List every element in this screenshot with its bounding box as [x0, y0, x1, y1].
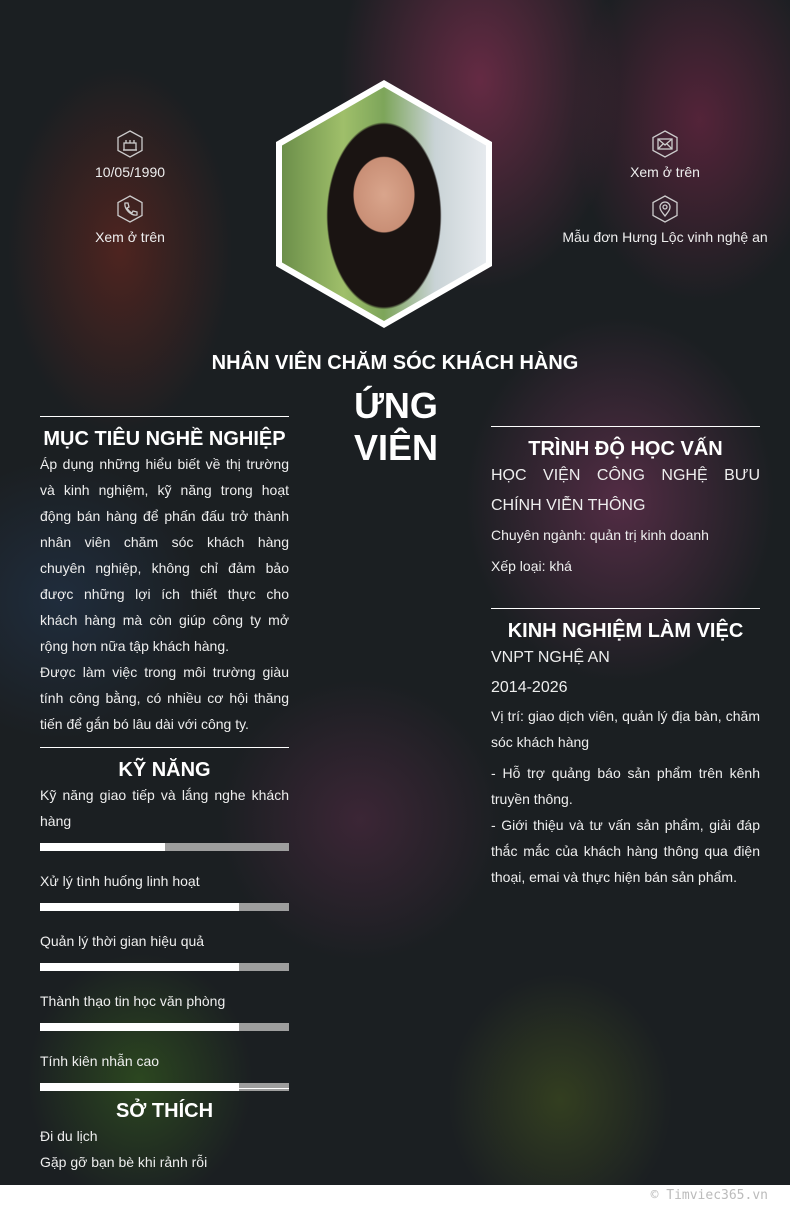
job-title: NHÂN VIÊN CHĂM SÓC KHÁCH HÀNG [211, 352, 579, 374]
skill-name: Quản lý thời gian hiệu quả [40, 933, 205, 949]
skill-item [40, 988, 289, 1031]
education-section [491, 426, 760, 579]
skill-bar-fill [40, 903, 239, 911]
phone: Xem ở trên [95, 229, 165, 245]
skill-name: Tính kiên nhẫn cao [40, 1053, 160, 1069]
hobby-item: Gặp gỡ bạn bè khi rảnh rỗi [40, 1154, 208, 1170]
duty-1: - Hỗ trợ quảng báo sản phẩm trên kênh truyền thông. [491, 765, 760, 807]
email: Xem ở trên [630, 164, 700, 180]
email-info [590, 130, 740, 180]
skill-bar [40, 903, 289, 911]
phone-info [60, 195, 200, 245]
avatar-frame [276, 80, 492, 328]
objective-section [40, 416, 289, 737]
objective-text-1: Áp dụng những hiểu biết về thị trường và kinh nghiệm, kỹ năng trong hoạt động bán hàng để phấn đấu trở thành nhân viên chăm sóc khách hàng chuyên nghiệp, không chỉ đảm bảo được những lợi ích thiết thực cho khách hàng mà còn giúp công ty mở rộng hơn nữa tập khách hàng. [40, 456, 289, 654]
education-title: TRÌNH ĐỘ HỌC VẤN [528, 438, 723, 460]
address: Mẫu đơn Hưng Lộc vinh nghệ an [562, 229, 768, 245]
objective-text-2: Được làm việc trong môi trường giàu tính công bằng, có nhiều cơ hội thăng tiến để gắn bó lâu dài với công ty. [40, 664, 289, 732]
school-name: HỌC VIỆN CÔNG NGHỆ BƯU CHÍNH VIỄN THÔNG [491, 467, 760, 514]
birthday-cake-icon [116, 130, 144, 158]
skill-item [40, 868, 289, 911]
major: Chuyên ngành: quản trị kinh doanh [491, 527, 709, 543]
skill-item [40, 1048, 289, 1091]
work-period: 2014-2026 [491, 679, 568, 696]
avatar [282, 87, 486, 321]
skill-bar [40, 843, 289, 851]
birthday: 10/05/1990 [94, 164, 166, 180]
skill-name: Kỹ năng giao tiếp và lắng nghe khách hàng [40, 787, 289, 829]
skill-bar [40, 1023, 289, 1031]
skills-title: KỸ NĂNG [118, 759, 211, 781]
skill-name: Xử lý tình huống linh hoạt [40, 873, 200, 889]
skill-bar-fill [40, 963, 239, 971]
candidate-name [340, 385, 452, 469]
hobbies-title: SỞ THÍCH [115, 1100, 214, 1122]
hobbies-section [40, 1088, 289, 1175]
birthday-info [60, 130, 200, 180]
phone-icon [116, 195, 144, 223]
skill-name: Thành thạo tin học văn phòng [40, 993, 226, 1009]
skill-item [40, 928, 289, 971]
experience-title: KINH NGHIỆM LÀM VIỆC [507, 620, 744, 642]
skill-bar-fill [40, 843, 165, 851]
skills-section [40, 747, 289, 1108]
name-line-1: ỨNG [354, 385, 438, 426]
skill-item [40, 782, 289, 851]
location-pin-icon [651, 195, 679, 223]
grade: Xếp loại: khá [491, 558, 572, 574]
address-info [550, 195, 780, 245]
email-icon [651, 130, 679, 158]
skill-bar [40, 963, 289, 971]
footer-watermark: © Timviec365.vn [650, 1188, 768, 1203]
duty-2: - Giới thiệu và tư vấn sản phẩm, giải đáp thắc mắc của khách hàng thông qua điện thoại, emai và thực hiện bán sản phẩm. [491, 817, 760, 885]
experience-section [491, 608, 760, 890]
company-name: VNPT NGHỆ AN [491, 649, 610, 666]
name-line-2: VIÊN [353, 427, 439, 468]
hobby-item: Đi du lịch [40, 1128, 98, 1144]
skill-bar-fill [40, 1023, 239, 1031]
position: Vị trí: giao dịch viên, quản lý địa bàn, chăm sóc khách hàng [491, 708, 760, 750]
objective-title: MỤC TIÊU NGHỀ NGHIỆP [43, 428, 286, 450]
